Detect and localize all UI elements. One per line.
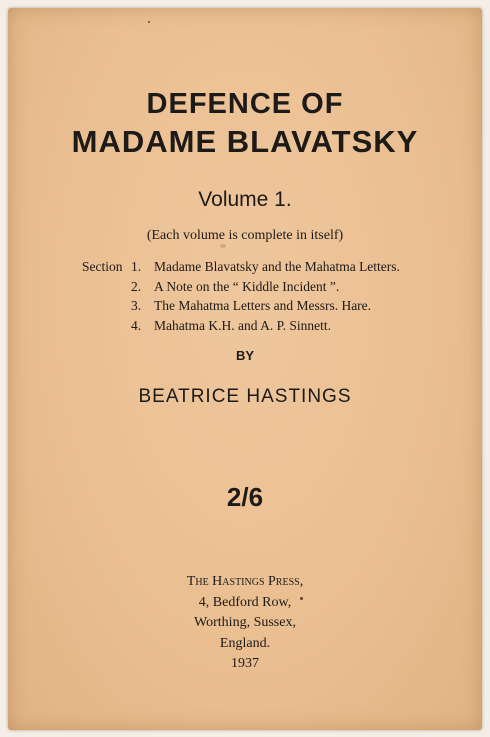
book-cover (8, 8, 482, 730)
section-item (82, 259, 462, 279)
section-item (82, 318, 462, 338)
section-item (82, 279, 462, 299)
publisher-name: The Hastings Press, (186, 574, 304, 589)
publisher-imprint (8, 574, 482, 677)
section-list (82, 259, 462, 337)
section-title: The Mahatma Letters and Messrs. Hare. (154, 298, 372, 313)
section-title: Madame Blavatsky and the Mahatma Letters. (154, 259, 400, 274)
section-title: Mahatma K.H. and A. P. Sinnett. (154, 317, 331, 333)
publisher-address-line-1: 4, Bedford Row, (198, 594, 292, 610)
volume-note: (Each volume is complete in itself) (146, 228, 344, 243)
price-label: 2/6 (226, 482, 264, 512)
section-title: A Note on the “ Kiddle Incident ”. (154, 278, 340, 294)
author-name: BEATRICE HASTINGS (138, 386, 352, 407)
publisher-address-line-2: Worthing, Sussex, (194, 615, 296, 630)
publication-year: 1937 (231, 656, 259, 671)
paper-speck (300, 597, 303, 600)
title-line-1: DEFENCE OF (146, 88, 344, 120)
section-item (82, 298, 462, 318)
section-number: 1. (131, 259, 142, 274)
section-number: 2. (131, 278, 142, 294)
publisher-country: England. (219, 635, 271, 651)
section-number: 4. (131, 317, 142, 333)
paper-speck (148, 21, 150, 23)
paper-stain (220, 244, 226, 248)
volume-label: Volume 1. (198, 188, 292, 211)
by-label: BY (235, 348, 255, 363)
title-line-2: MADAME BLAVATSKY (71, 124, 419, 159)
section-number: 3. (131, 298, 142, 313)
section-lead-label: Section (82, 259, 123, 274)
